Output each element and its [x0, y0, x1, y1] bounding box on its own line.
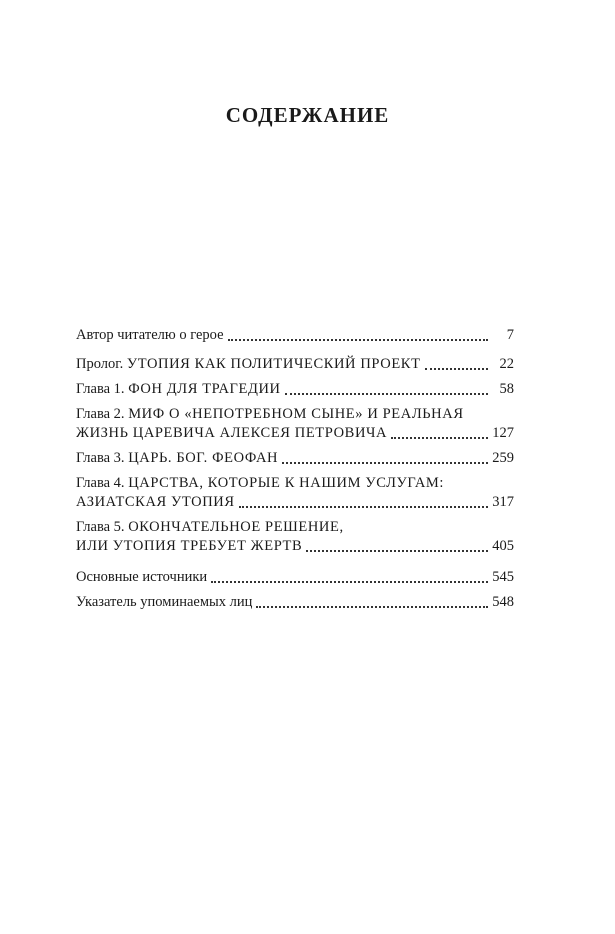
dot-leader: [425, 367, 488, 370]
toc-entry-chapter-2[interactable]: [76, 405, 514, 443]
toc-entry-prefix: Пролог.: [76, 356, 127, 372]
dot-leader: [228, 338, 489, 341]
toc-entry-prefix: Глава 5.: [76, 519, 129, 535]
toc-line: [76, 405, 514, 424]
toc-line: [76, 518, 514, 537]
toc-entry-chapter-4[interactable]: [76, 474, 514, 512]
dot-leader: [239, 505, 488, 508]
dot-leader: [256, 605, 488, 608]
dot-leader: [211, 580, 488, 583]
dot-leader: [282, 461, 488, 464]
toc-line: [76, 568, 514, 587]
toc-entry-author-note[interactable]: [76, 326, 514, 345]
toc-page-number: 545: [492, 569, 514, 585]
dot-leader: [285, 392, 488, 395]
toc-entry-sources[interactable]: [76, 568, 514, 587]
toc-entry-prefix: Глава 4.: [76, 475, 129, 491]
toc-entry-chapter-5[interactable]: [76, 518, 514, 556]
toc-line: [76, 424, 514, 443]
toc-line: [76, 493, 514, 512]
toc-page-number: 259: [492, 450, 514, 466]
page-title: СОДЕРЖАНИЕ: [225, 103, 390, 127]
toc-entry-title-continued: АЗИАТСКАЯ УТОПИЯ: [76, 494, 235, 510]
toc-entry-title-continued: ЖИЗНЬ ЦАРЕВИЧА АЛЕКСЕЯ ПЕТРОВИЧА: [76, 425, 388, 441]
table-of-contents: [76, 326, 514, 618]
toc-entry-title: ЦАРСТВА, КОТОРЫЕ К НАШИМ УСЛУГАМ:: [128, 475, 445, 491]
toc-line: [76, 537, 514, 556]
toc-entry-title: ФОН ДЛЯ ТРАГЕДИИ: [128, 381, 281, 397]
toc-page-number: 548: [492, 594, 514, 610]
toc-line: [76, 449, 514, 468]
toc-entry-title: Автор читателю о герое: [76, 327, 224, 343]
toc-entry-title: МИФ О «НЕПОТРЕБНОМ СЫНЕ» И РЕАЛЬНАЯ: [128, 406, 464, 422]
toc-entry-index[interactable]: [76, 593, 514, 612]
toc-page-number: 405: [492, 538, 514, 554]
toc-entry-title: Указатель упоминаемых лиц: [76, 594, 253, 610]
toc-line: [76, 355, 514, 374]
toc-line: [76, 326, 514, 345]
toc-page-number: 317: [492, 494, 514, 510]
toc-line: [76, 593, 514, 612]
toc-page-number: 127: [492, 425, 514, 441]
dot-leader: [391, 436, 488, 439]
toc-entry-title: ОКОНЧАТЕЛЬНОЕ РЕШЕНИЕ,: [128, 519, 344, 535]
toc-line: [76, 474, 514, 493]
toc-entry-title: Основные источники: [76, 569, 208, 585]
toc-entry-title: ЦАРЬ. БОГ. ФЕОФАН: [128, 450, 279, 466]
toc-entry-prefix: Глава 3.: [76, 450, 129, 466]
toc-entry-prefix: Глава 2.: [76, 406, 129, 422]
toc-entry-chapter-3[interactable]: [76, 449, 514, 468]
dot-leader: [306, 549, 488, 552]
toc-entry-prefix: Глава 1.: [76, 381, 129, 397]
toc-page-number: 58: [499, 381, 514, 397]
toc-page-number: 22: [499, 356, 514, 372]
toc-entry-title: УТОПИЯ КАК ПОЛИТИЧЕСКИЙ ПРОЕКТ: [126, 356, 421, 372]
toc-entry-chapter-1[interactable]: [76, 380, 514, 399]
toc-entry-title-continued: ИЛИ УТОПИЯ ТРЕБУЕТ ЖЕРТВ: [76, 538, 303, 554]
toc-page-number: 7: [506, 327, 514, 343]
toc-line: [76, 380, 514, 399]
toc-entry-prologue[interactable]: [76, 355, 514, 374]
